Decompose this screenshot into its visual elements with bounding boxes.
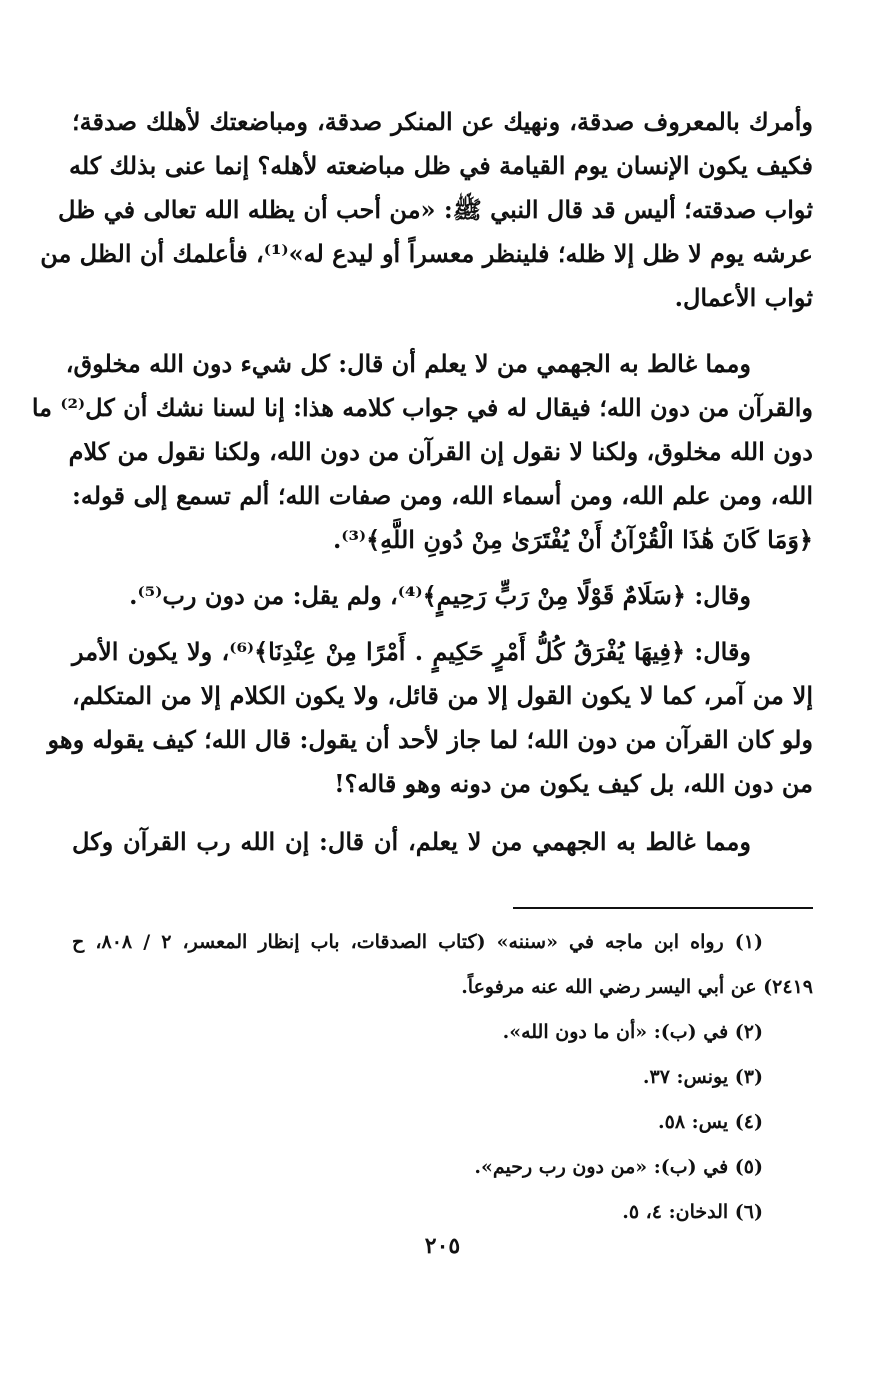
text-line: ولو كان القرآن من دون الله؛ لما جاز لأحد أن يقول: قال الله؛ كيف يقوله وهو xyxy=(47,725,813,754)
text-line: ثواب الأعمال. xyxy=(674,283,813,312)
text-line: من دون الله، بل كيف يكون من دونه وهو قاله؟! xyxy=(334,769,813,798)
text-line: إلا من آمر، كما لا يكون القول إلا من قائل، ولا يكون الكلام إلا من المتكلم، xyxy=(72,681,813,710)
paragraph xyxy=(31,342,813,562)
footnote-line: (٢) في (ب): «أن ما دون الله». xyxy=(502,1021,763,1043)
footnote-line: (٦) الدخان: ٤، ٥. xyxy=(622,1201,763,1223)
footnote-divider xyxy=(513,907,813,909)
footnote-line: ٢٤١٩) عن أبي اليسر رضي الله عنه مرفوعاً. xyxy=(461,976,813,998)
text-line: وقال: ﴿سَلَامٌ قَوْلًا مِنْ رَبٍّ رَحِيمٍ﴾⁽⁴⁾، ولم يقل: من دون رب⁽⁵⁾. xyxy=(129,581,751,610)
footnotes xyxy=(72,920,813,1235)
main-text xyxy=(31,100,813,864)
footnote-line: (٤) يس: ٥٨. xyxy=(657,1111,763,1133)
footnote-line: (١) رواه ابن ماجه في «سننه» (كتاب الصدقات، باب إنظار المعسر، ٢ / ٨٠٨، ح xyxy=(72,931,763,953)
paragraph xyxy=(40,100,813,320)
paragraph xyxy=(72,574,813,618)
text-line: والقرآن من دون الله؛ فيقال له في جواب كلامه هذا: إنا لسنا نشك أن كل⁽²⁾ ما xyxy=(31,393,813,422)
paragraph xyxy=(72,820,813,864)
text-line: ومما غالط به الجهمي من لا يعلم، أن قال: إن الله رب القرآن وكل xyxy=(72,827,751,856)
text-line: ومما غالط به الجهمي من لا يعلم أن قال: كل شيء دون الله مخلوق، xyxy=(65,349,751,378)
page-number: ٢٠٥ xyxy=(424,1233,461,1259)
text-line: عرشه يوم لا ظل إلا ظله؛ فلينظر معسراً أو ليدع له»⁽¹⁾، فأعلمك أن الظل من xyxy=(40,239,813,268)
text-line: وقال: ﴿فِيهَا يُفْرَقُ كُلُّ أَمْرٍ حَكِيمٍ . أَمْرًا مِنْ عِنْدِنَا﴾⁽⁶⁾، ولا يكون الأمر xyxy=(72,637,752,666)
text-line: دون الله مخلوق، ولكنا لا نقول إن القرآن من دون الله، ولكنا نقول من كلام xyxy=(68,437,813,466)
text-line: ثواب صدقته؛ أليس قد قال النبي ﷺ: «من أحب أن يظله الله تعالى في ظل xyxy=(57,195,813,224)
paragraph xyxy=(47,630,813,806)
footnote-line: (٥) في (ب): «من دون رب رحيم». xyxy=(474,1156,763,1178)
text-line: الله، ومن علم الله، ومن أسماء الله، ومن صفات الله؛ ألم تسمع إلى قوله: xyxy=(72,481,813,510)
text-line: ﴿وَمَا كَانَ هَٰذَا الْقُرْآنُ أَنْ يُفْتَرَىٰ مِنْ دُونِ اللَّهِ﴾⁽³⁾. xyxy=(332,525,813,554)
footnote-line: (٣) يونس: ٣٧. xyxy=(642,1066,763,1088)
text-line: فكيف يكون الإنسان يوم القيامة في ظل مباضعته لأهله؟ إنما عنى بذلك كله xyxy=(68,151,813,180)
text-line: وأمرك بالمعروف صدقة، ونهيك عن المنكر صدقة، ومباضعتك لأهلك صدقة؛ xyxy=(72,107,813,136)
